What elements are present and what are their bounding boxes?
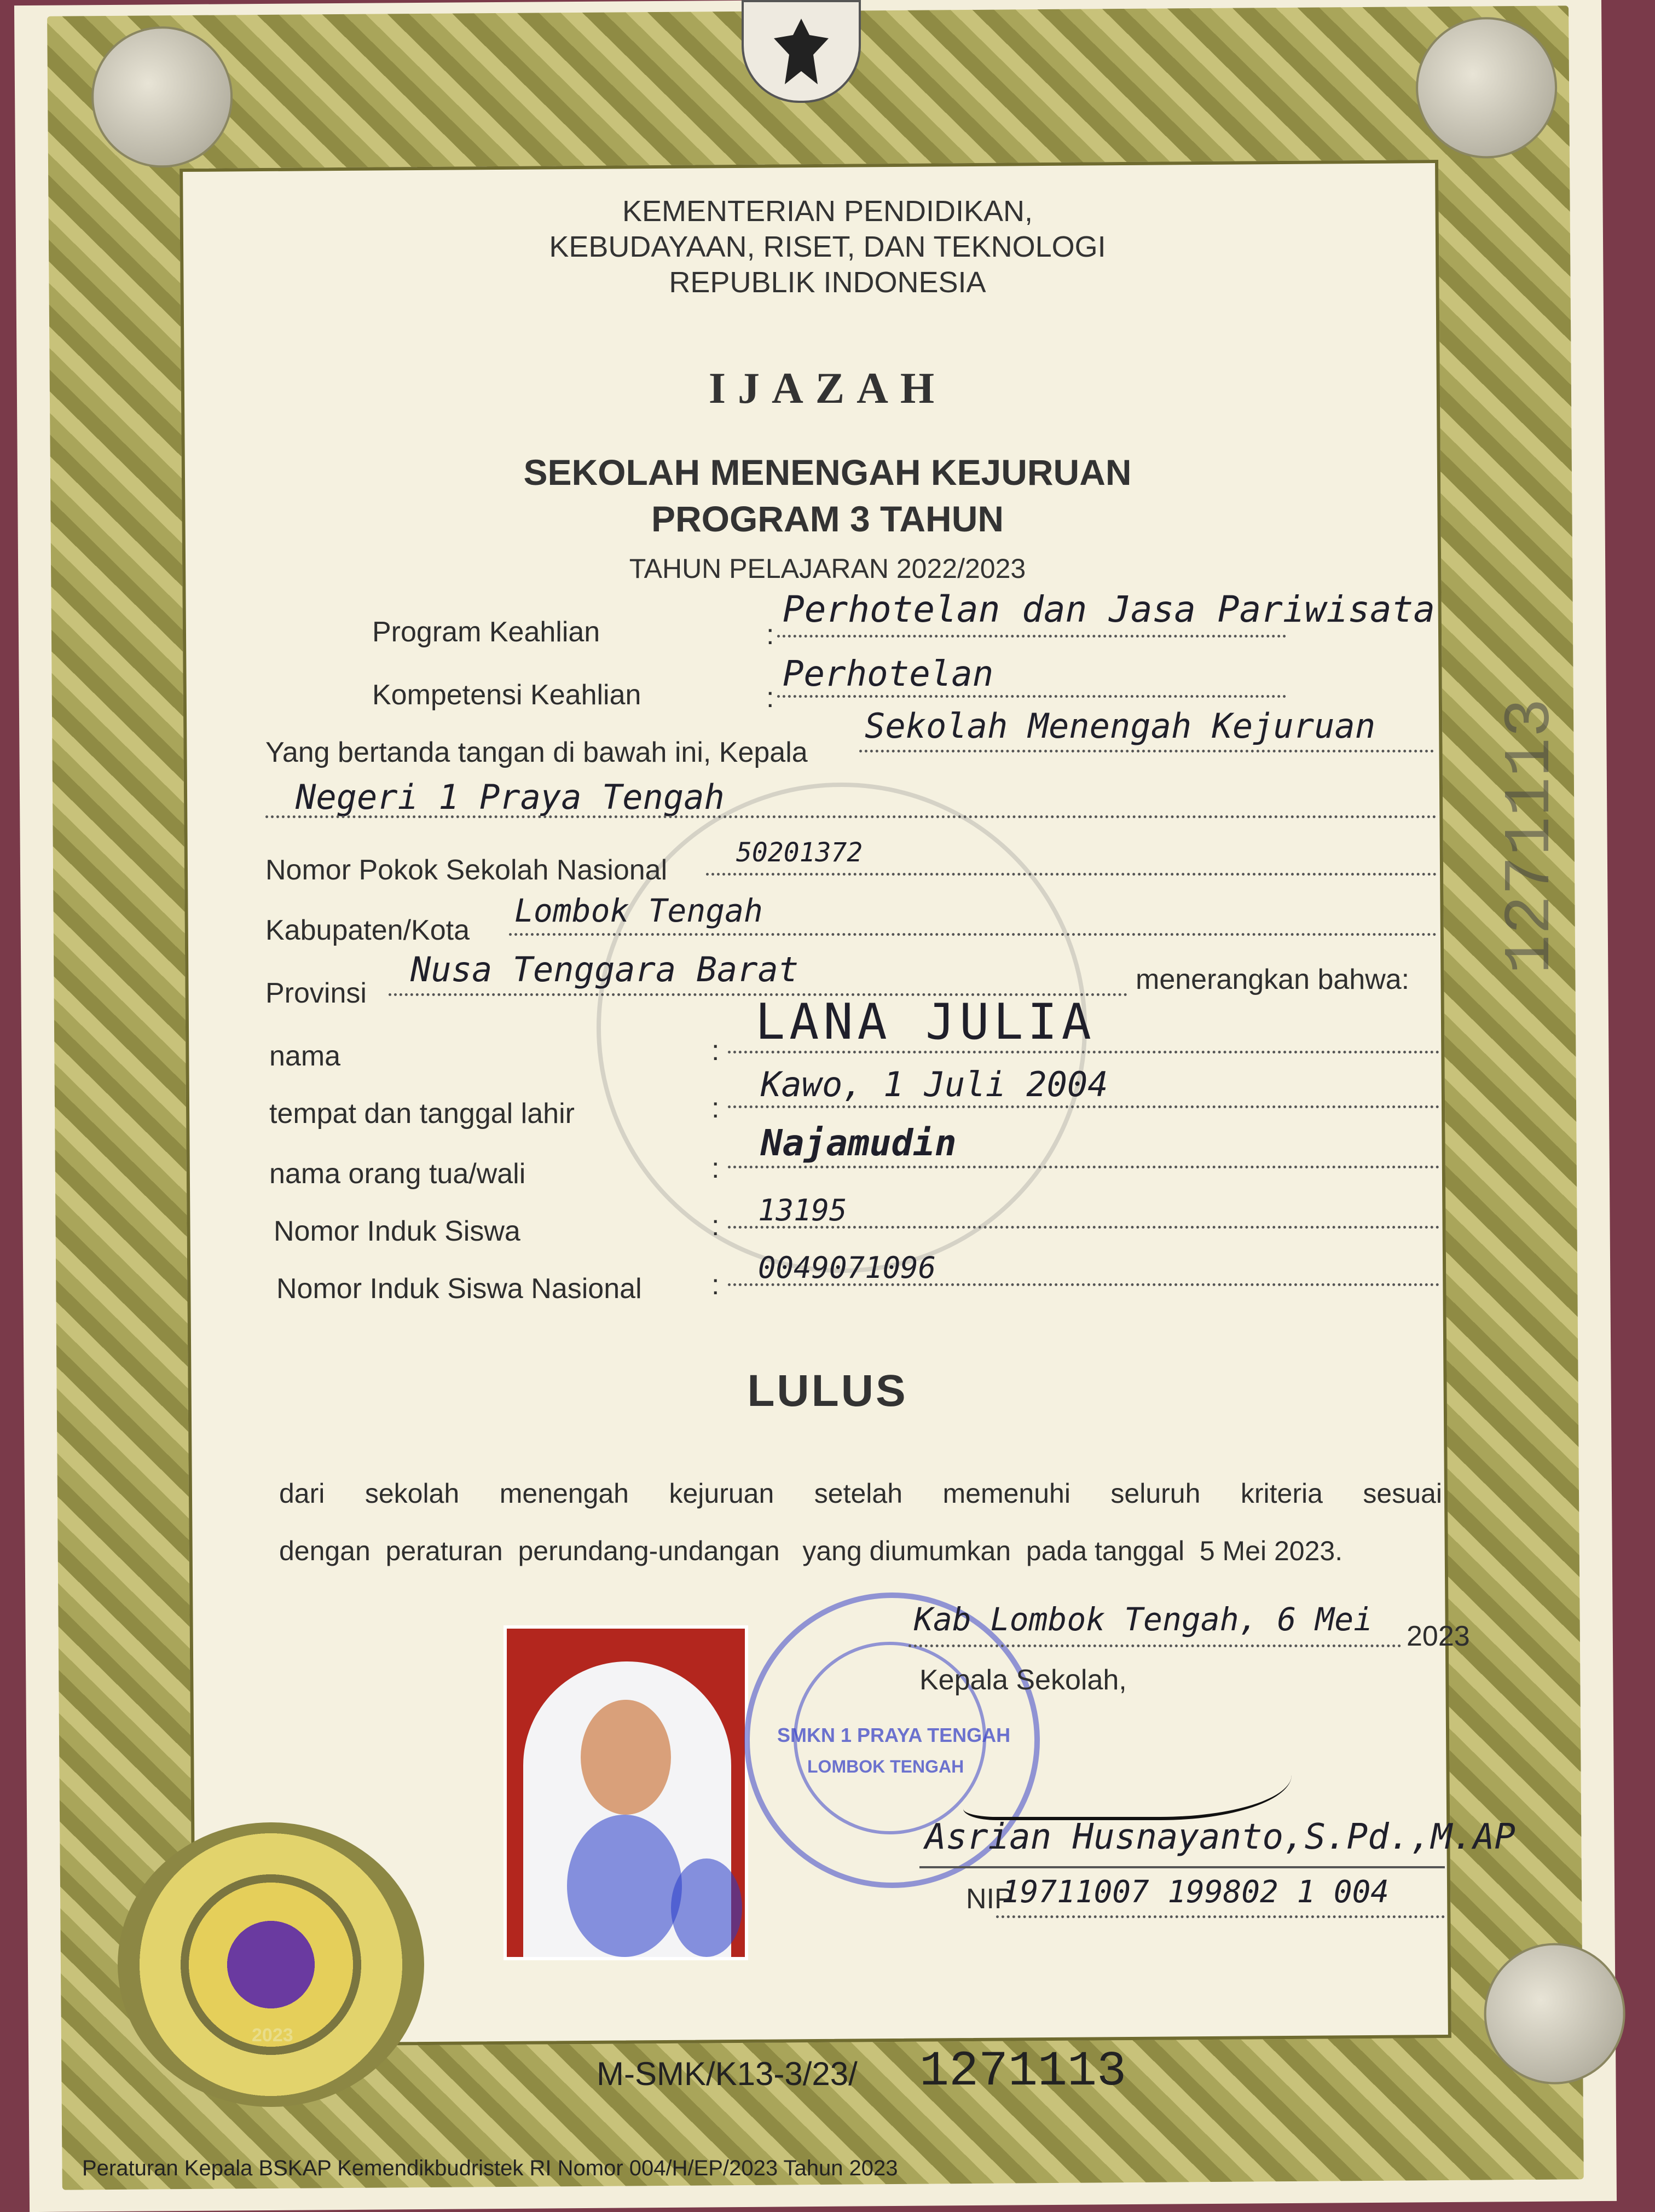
npsn-label: Nomor Pokok Sekolah Nasional (265, 854, 668, 886)
principal-name: Asrian Husnayanto,S.Pd.,M.AP (925, 1817, 1515, 1857)
dotted-line (728, 1051, 1439, 1053)
ministry-line-1: KEMENTERIAN PENDIDIKAN, (622, 195, 1033, 228)
colon: : (711, 1210, 720, 1242)
signature-place-date: Kab Lombok Tengah, 6 Mei (914, 1601, 1373, 1638)
dotted-line (859, 750, 1434, 752)
name-label: nama (269, 1040, 341, 1072)
student-name: LANA JULIA (755, 993, 1096, 1051)
competency-value: Perhotelan (783, 654, 994, 694)
declares-text: menerangkan bahwa: (1136, 964, 1410, 995)
stamp-district: LOMBOK TENGAH (807, 1757, 964, 1776)
handwritten-signature (963, 1707, 1292, 1820)
nis-label: Nomor Induk Siswa (274, 1215, 520, 1247)
result-word: seluruh (1110, 1478, 1201, 1509)
result-word: kejuruan (669, 1478, 774, 1509)
nis-value: 13195 (758, 1193, 847, 1227)
nisn-value: 0049071096 (758, 1250, 936, 1285)
result-word: sesuai (1363, 1478, 1442, 1509)
birth-label: tempat dan tanggal lahir (269, 1098, 575, 1130)
dotted-line (728, 1283, 1439, 1286)
dotted-line (908, 1644, 1401, 1647)
ministry-line-3: REPUBLIK INDONESIA (669, 266, 986, 299)
province-value: Nusa Tenggara Barat (410, 949, 799, 989)
district-value: Lombok Tengah (514, 892, 763, 929)
hologram-year: 2023 (252, 2025, 293, 2046)
stamp-school-name: SMKN 1 PRAYA TENGAH (777, 1724, 1011, 1746)
result-word: sekolah (364, 1478, 460, 1509)
colon: : (711, 1153, 720, 1184)
program-value: Perhotelan dan Jasa Pariwisata (783, 588, 1436, 630)
result-paragraph-line-2: dengan peraturan perundang-undangan yang diumumkan pada tanggal 5 Mei 2023. (279, 1536, 1343, 1566)
corner-emblem-bottom-right (1484, 1943, 1626, 2085)
school-name-1: Sekolah Menengah Kejuruan (865, 706, 1376, 746)
nisn-label: Nomor Induk Siswa Nasional (276, 1273, 642, 1305)
school-type: SEKOLAH MENENGAH KEJURUAN (523, 452, 1132, 493)
hologram-seal-icon (118, 1822, 424, 2107)
parent-value: Najamudin (761, 1122, 957, 1164)
fingerprint-mark (567, 1815, 682, 1957)
ministry-line-2: KEBUDAYAAN, RISET, DAN TEKNOLOGI (549, 230, 1106, 263)
dotted-line (728, 1226, 1439, 1229)
dotted-line (728, 1105, 1439, 1108)
result-word: setelah (814, 1478, 902, 1509)
academic-year: TAHUN PELAJARAN 2022/2023 (629, 553, 1026, 584)
parent-label: nama orang tua/wali (269, 1158, 526, 1190)
signatory-label: Yang bertanda tangan di bawah ini, Kepala (265, 737, 808, 768)
dotted-line (265, 815, 1437, 818)
npsn-value: 50201372 (736, 837, 863, 868)
program-duration: PROGRAM 3 TAHUN (651, 499, 1004, 539)
competency-label: Kompetensi Keahlian (372, 679, 641, 711)
fingerprint-mark (671, 1858, 742, 1957)
program-label: Program Keahlian (372, 616, 600, 648)
signature-underline (919, 1866, 1445, 1868)
dotted-line (728, 1166, 1439, 1168)
colon: : (711, 1269, 720, 1301)
province-label: Provinsi (265, 977, 367, 1009)
result-word: dari (279, 1478, 325, 1509)
result-paragraph-line-1 (279, 1478, 1442, 1509)
nip-label: NIP (966, 1883, 1014, 1915)
nip-value: 19711007 199802 1 004 (1002, 1874, 1390, 1910)
signature-position: Kepala Sekolah, (919, 1664, 1127, 1696)
student-photo (504, 1625, 748, 1960)
dotted-line (509, 933, 1437, 936)
graduation-status: LULUS (747, 1366, 908, 1416)
serial-prefix: M-SMK/K13-3/23/ (597, 2055, 858, 2092)
school-name-2: Negeri 1 Praya Tengah (296, 777, 725, 817)
district-label: Kabupaten/Kota (265, 914, 470, 946)
dotted-line (777, 635, 1286, 638)
result-word: menengah (499, 1478, 629, 1509)
serial-number: 1271113 (919, 2044, 1127, 2100)
colon: : (766, 619, 774, 651)
signature-year: 2023 (1407, 1620, 1470, 1652)
colon: : (711, 1035, 720, 1067)
side-serial-number: 1271113 (1494, 698, 1569, 974)
regulation-footer: Peraturan Kepala BSKAP Kemendikbudristek RI Nomor 004/H/EP/2023 Tahun 2023 (82, 2156, 898, 2180)
birth-value: Kawo, 1 Juli 2004 (761, 1064, 1108, 1104)
dotted-line (996, 1915, 1445, 1918)
photo-face (581, 1700, 671, 1815)
colon: : (766, 682, 774, 714)
dotted-line (706, 873, 1437, 876)
document-title: IJAZAH (708, 364, 947, 413)
dotted-line (777, 695, 1286, 698)
corner-emblem-top-left (91, 26, 233, 168)
colon: : (711, 1092, 720, 1124)
result-word: kriteria (1240, 1478, 1323, 1509)
corner-emblem-top-right (1415, 16, 1558, 159)
result-word: memenuhi (942, 1478, 1070, 1509)
